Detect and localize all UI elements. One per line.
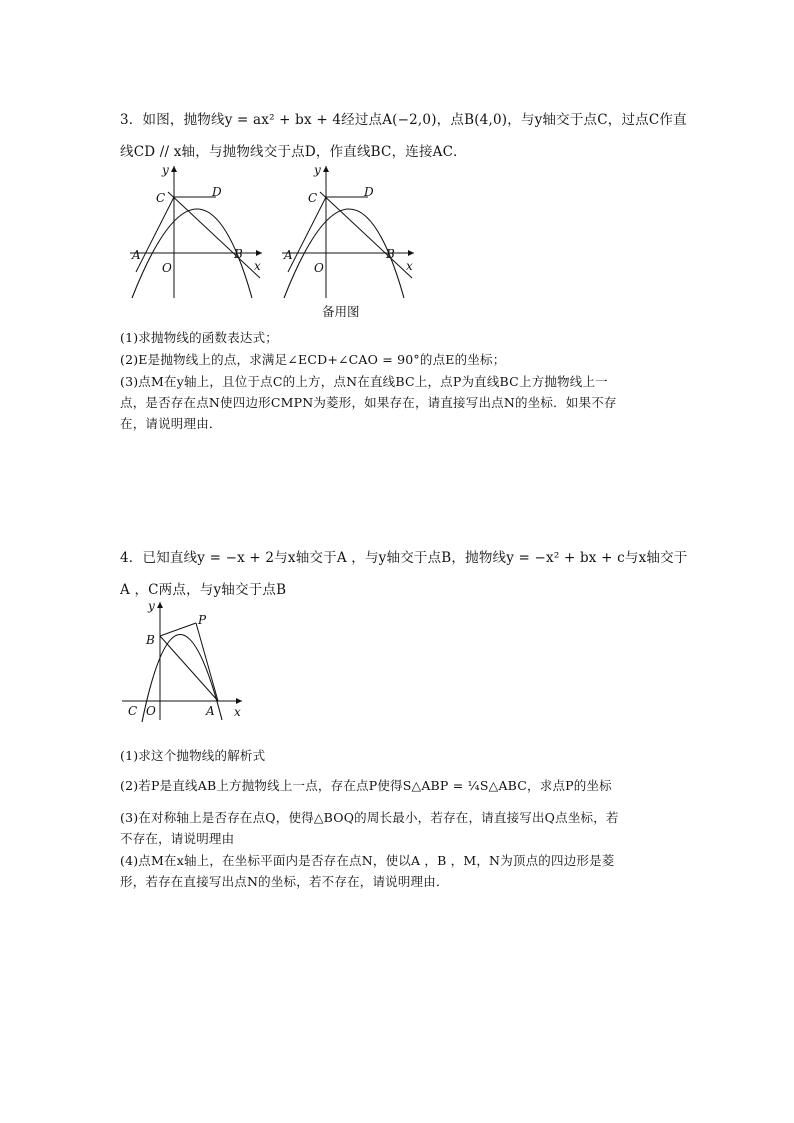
label-d: D bbox=[212, 185, 222, 199]
problem4-stem-line2: A ，C两点，与y轴交于点B bbox=[120, 582, 287, 598]
label-b: B bbox=[146, 633, 155, 647]
label-c: C bbox=[156, 191, 166, 205]
label-c: C bbox=[128, 704, 138, 718]
segment-bp bbox=[160, 623, 196, 636]
label-a: A bbox=[206, 704, 215, 718]
problem3-figure bbox=[122, 160, 272, 300]
label-y: y bbox=[314, 163, 321, 177]
problem4-figure bbox=[118, 598, 248, 722]
label-b: B bbox=[234, 247, 243, 261]
label-a: A bbox=[132, 248, 141, 262]
problem4-q4-line2: 形，若存在直接写出点N的坐标，若不存在，请说明理由． bbox=[120, 874, 449, 889]
problem3-q1: (1)求抛物线的函数表达式； bbox=[120, 330, 279, 345]
problem3-q3-line1: (3)点M在y轴上，且位于点C的上方，点N在直线BC上，点P为直线BC上方抛物线上一 bbox=[120, 374, 608, 389]
line-bc bbox=[320, 192, 412, 278]
label-c: C bbox=[308, 191, 318, 205]
label-o: O bbox=[146, 704, 156, 718]
problem3-q2: (2)E是抛物线上的点，求满足∠ECD+∠CAO = 90°的点E的坐标； bbox=[120, 352, 506, 367]
label-x: x bbox=[234, 705, 241, 719]
label-o: O bbox=[314, 261, 324, 275]
problem4-q3-line2: 不存在，请说明理由 bbox=[120, 831, 235, 846]
problem4-stem-line1: 4．已知直线y = −x + 2与x轴交于A ，与y轴交于点B，抛物线y = −x² + bx + c与x轴交于 bbox=[120, 550, 688, 566]
label-d: D bbox=[364, 185, 374, 199]
label-b: B bbox=[386, 247, 395, 261]
line-bc bbox=[168, 192, 260, 278]
problem3-q3-line2: 点，是否存在点N使四边形CMPN为菱形，如果存在，请直接写出点N的坐标．如果不存 bbox=[120, 395, 617, 410]
problem3-spare-figure bbox=[274, 160, 424, 300]
label-o: O bbox=[162, 261, 172, 275]
label-y: y bbox=[148, 599, 155, 613]
spare-figure-caption: 备用图 bbox=[322, 304, 360, 319]
problem4-q4-line1: (4)点M在x轴上，在坐标平面内是否存在点N，使以A ，B ，M，N为顶点的四边形是菱 bbox=[120, 853, 615, 868]
problem3-stem-line1: 3．如图，抛物线y = ax² + bx + 4经过点A(−2,0)，点B(4,0)，与y轴交于点C，过点C作直 bbox=[120, 112, 687, 128]
label-x: x bbox=[406, 259, 413, 273]
problem4-q2: (2)若P是直线AB上方抛物线上一点，存在点P使得S△ABP = ¼S△ABC，求点P的坐标 bbox=[120, 778, 612, 793]
label-x: x bbox=[254, 259, 261, 273]
label-a: A bbox=[284, 248, 293, 262]
label-p: P bbox=[198, 613, 207, 627]
problem3-stem-line2: 线CD // x轴，与抛物线交于点D，作直线BC，连接AC． bbox=[120, 144, 467, 160]
problem3-q3-line3: 在，请说明理由． bbox=[120, 416, 222, 431]
problem4-q1: (1)求这个抛物线的解析式 bbox=[120, 748, 266, 763]
label-y: y bbox=[162, 163, 169, 177]
problem4-q3-line1: (3)在对称轴上是否存在点Q，使得△BOQ的周长最小，若存在，请直接写出Q点坐标，若 bbox=[120, 810, 619, 825]
